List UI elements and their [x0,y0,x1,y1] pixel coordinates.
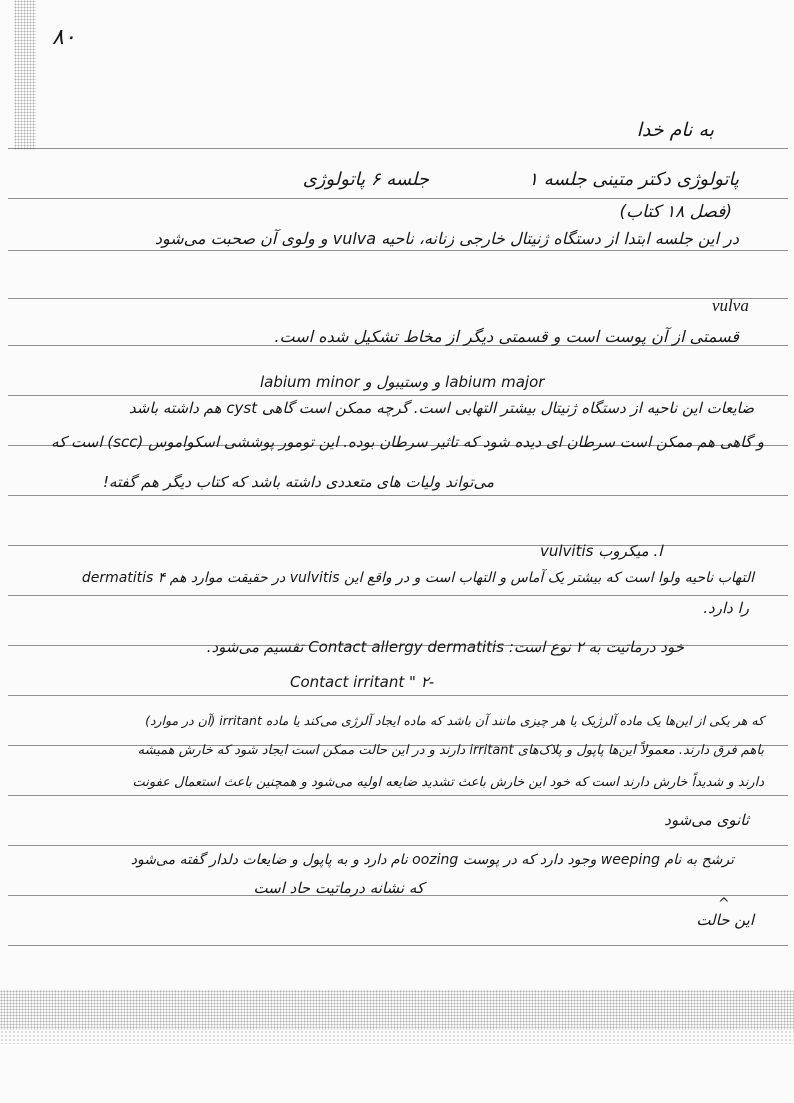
ruled-line [8,695,788,696]
note-line: که هر یکی از این‌ها یک ماده آلرژیک یا هر چیزی مانند آن باشد که ماده ایجاد آلرژی می‌کند یا ماده irritant (آن در موارد) [145,713,764,728]
ruled-line [8,198,788,199]
subtitle-left: جلسه ۶ پاتولوژی [302,169,429,190]
note-line: خود درماتیت به ۲ نوع است: Contact allergy dermatitis تقسیم می‌شود. [206,638,684,656]
scan-noise-left [14,0,36,150]
note-line: این حالت [696,911,754,929]
note-line: labium minor و وستیبول و labium major [260,373,545,391]
note-line: Contact irritant " ۲- [290,673,435,691]
scan-noise-bottom [0,990,794,1030]
note-heading-vulvitis: vulvitis ا. میکروب [540,542,663,560]
note-heading-vulva: vulva [712,296,749,315]
ruled-line [8,250,788,251]
note-line: التهاب ناحیه ولوا است که بیشتر یک آماس و التهاب است و در واقع این vulvitis در حقیقت موارد هم ۴ dermatitis [81,570,754,586]
note-line: باهم فرق دارند. معمولاً این‌ها پاپول و پلاک‌های irritant دارند و در این حالت ممکن است ایجاد شود که خارش همیشه [137,743,764,758]
insert-mark-icon: ^ [718,896,730,912]
note-line: را دارد. [703,599,749,617]
note-line: دارند و شدیداً خارش دارند است که خود این خارش باعث تشدید ضایعه اولیه می‌شود و همچنین باعث استعمال عفونت [132,775,764,790]
note-line: در این جلسه ابتدا از دستگاه ژنیتال خارجی زنانه، ناحیه vulva و ولوی آن صحبت می‌شود [154,229,739,248]
ruled-line [8,298,788,299]
note-line: ترشح به نام weeping وجود دارد که در پوست oozing نام دارد و به پاپول و ضایعات دلدار گفته می‌شود [130,852,734,868]
page-number: ۸۰ [52,25,76,50]
note-line: ضایعات این ناحیه از دستگاه ژنیتال بیشتر التهابی است. گرچه ممکن است گاهی cyst هم داشته باشد [128,399,754,417]
note-line: و گاهی هم ممکن است سرطان ای دیده شود که تاثیر سرطان بوده. این تومور پوششی اسکواموس (scc) است که [51,433,764,451]
ruled-line [8,545,788,546]
note-line: می‌تواند ولیات های متعددی داشته باشد که کتاب دیگر هم گفته! [102,473,494,491]
ruled-line [8,795,788,796]
note-line: قسمتی از آن پوست است و قسمتی دیگر از مخاط تشکیل شده است. [274,327,739,346]
note-line: ثانوی می‌شود [664,811,749,829]
ruled-line [8,595,788,596]
ruled-line [8,395,788,396]
ruled-line [8,495,788,496]
subtitle-right: پاتولوژی دکتر متینی جلسه ۱ [528,169,739,190]
ruled-line [8,845,788,846]
note-line: که نشانه درماتیت حاد است [253,879,424,897]
chapter-note: (فصل ۱۸ کتاب) [619,202,732,222]
page-title: به نام خدا [636,119,714,141]
ruled-line [8,945,788,946]
ruled-line [8,148,788,149]
scan-noise-bottom-2 [0,1030,794,1044]
